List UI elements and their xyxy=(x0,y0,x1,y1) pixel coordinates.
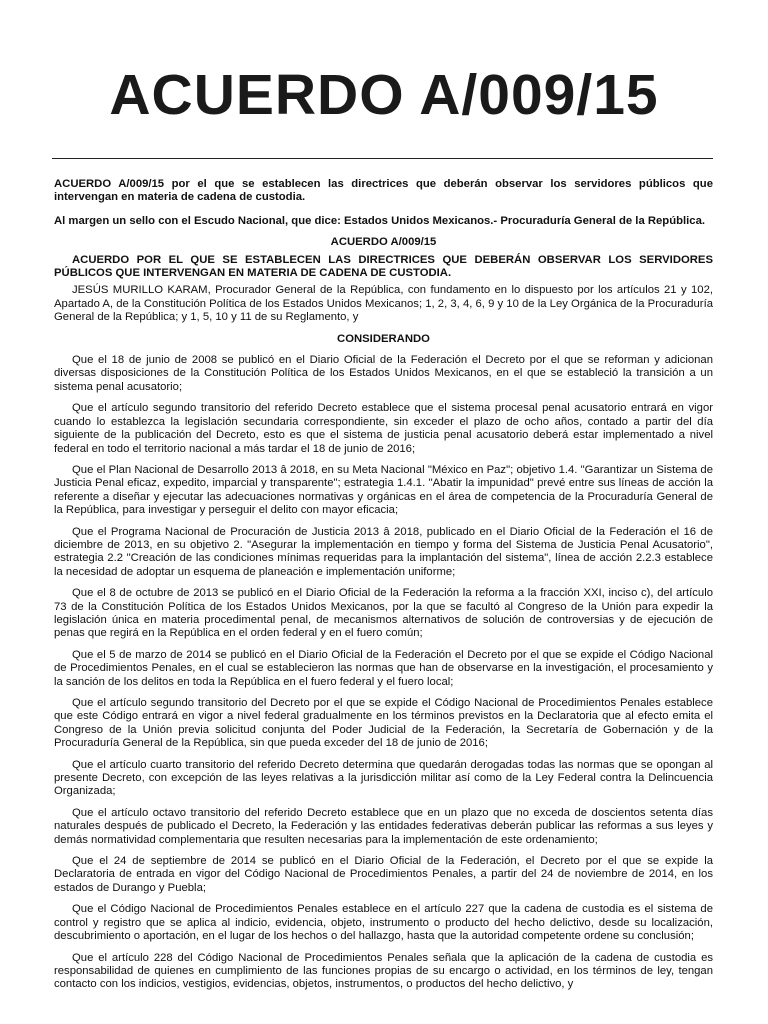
considerando-paragraph: Que el artículo segundo transitorio del referido Decreto establece que el sistema procesal penal acusatorio entrará en vigor cuando lo establezca la legislación secundaria correspondiente, sin exceder el plazo de ocho años, contado a partir del día siguiente de la publicación del Decreto, esto es que el sistema de justicia penal acusatorio deberá estar implementado a nivel federal en todo el territorio nacional a más tardar el 18 de junio de 2016; xyxy=(54,402,713,455)
margin-note: Al margen un sello con el Escudo Nacional, que dice: Estados Unidos Mexicanos.- Procuraduría General de la República. xyxy=(54,214,705,227)
considerando-paragraph: Que el 8 de octubre de 2013 se publicó en el Diario Oficial de la Federación la reforma a la fracción XXI, inciso c), del artículo 73 de la Constitución Política de los Estados Unidos Mexicanos, por la que se facultó al Congreso de la Unión para expedir la legislación única en materia procedimental penal, de mecanismos alternativos de solución de controversias y de ejecución de penas que regirá en la República en el orden federal y en el fuero común; xyxy=(54,587,713,640)
considerando-paragraph: Que el Código Nacional de Procedimientos Penales establece en el artículo 227 que la cadena de custodia es el sistema de control y registro que se aplica al indicio, evidencia, objeto, instrumento o producto del hecho delictivo, desde su localización, descubrimiento o aportación, en el lugar de los hechos o del hallazgo, hasta que la autoridad competente ordene su conclusión; xyxy=(54,903,713,943)
intro-paragraph: JESÚS MURILLO KARAM, Procurador General de la República, con fundamento en lo dispuesto por los artículos 21 y 102, Apartado A, de la Constitución Política de los Estados Unidos Mexicanos; 1, 2, 3, 4, 6, 9 y 10 de la Ley Orgánica de la Procuraduría General de la República; y 1, 5, 10 y 11 de su Reglamento, y xyxy=(54,284,713,324)
agreement-heading: ACUERDO POR EL QUE SE ESTABLECEN LAS DIRECTRICES QUE DEBERÁN OBSERVAR LOS SERVIDORES PÚBLICOS QUE INTERVENGAN EN MATERIA DE CADENA DE CUSTODIA. xyxy=(54,253,713,280)
subtitle: ACUERDO A/009/15 xyxy=(330,236,437,249)
considerando-paragraph: Que el Programa Nacional de Procuración de Justicia 2013 â 2018, publicado en el Diario Oficial de la Federación el 16 de diciembre de 2013, en su objetivo 2. "Asegurar la implementación en tiempo y forma del Sistema de Justicia Penal Acusatorio", estrategia 2.2 "Creación de las condiciones mínimas requeridas para la implantación del sistema", línea de acción 2.2.3 establece la necesidad de adoptar un esquema de planeación e implementación uniforme; xyxy=(54,525,713,578)
document-body xyxy=(54,178,713,1000)
considerando-paragraph: Que el 24 de septiembre de 2014 se publicó en el Diario Oficial de la Federación, el Decreto por el que se expide la Declaratoria de entrada en vigor del Código Nacional de Procedimientos Penales, a partir del 24 de noviembre de 2014, en los estados de Durango y Puebla; xyxy=(54,855,713,894)
considerando-paragraph: Que el artículo segundo transitorio del Decreto por el que se expide el Código Nacional de Procedimientos Penales establece que este Código entrará en vigor a nivel federal gradualmente en los términos previstos en la Declaratoria que al efecto emita el Congreso de la Unión previa solicitud conjunta del Poder Judicial de la Federación, la Secretaría de Gobernación y de la Procuraduría General de la República, sin que pueda exceder del 18 de junio de 2016; xyxy=(54,697,713,750)
considerando-heading: CONSIDERANDO xyxy=(337,332,430,345)
considerando-paragraph: Que el 5 de marzo de 2014 se publicó en el Diario Oficial de la Federación el Decreto por el que se expide el Código Nacional de Procedimientos Penales, en el cual se establecieron las normas que han de observarse en la investigación, el procesamiento y la sanción de los delitos en toda la República en el fuero federal y el fuero local; xyxy=(54,648,713,688)
considerando-paragraph: Que el 18 de junio de 2008 se publicó en el Diario Oficial de la Federación el Decreto por el que se reforman y adicionan diversas disposiciones de la Constitución Política de los Estados Unidos Mexicanos, en el que se estableció la transición a un sistema penal acusatorio; xyxy=(54,354,713,393)
considerando-paragraph: Que el artículo cuarto transitorio del referido Decreto determina que quedarán derogadas todas las normas que se opongan al presente Decreto, con excepción de las leyes relativas a la jurisdicción militar así como de la Ley Federal contra la Delincuencia Organizada; xyxy=(54,758,713,798)
summary-paragraph: ACUERDO A/009/15 por el que se establecen las directrices que deberán observar los servidores públicos que intervengan en materia de cadena de custodia. xyxy=(54,178,713,204)
considerando-paragraph: Que el Plan Nacional de Desarrollo 2013 â 2018, en su Meta Nacional "México en Paz"; objetivo 1.4. "Garantizar un Sistema de Justicia Penal eficaz, expedito, imparcial y transparente"; estrategia 1.4.1. "Abatir la impunidad" prevé entre sus líneas de acción la referente a diseñar y ejecutar las adecuaciones normativas y orgánicas en el área de competencia de la Procuraduría General de la República, para investigar y perseguir el delito con mayor eficacia; xyxy=(54,463,713,517)
considerando-paragraph: Que el artículo octavo transitorio del referido Decreto establece que en un plazo que no exceda de doscientos setenta días naturales después de publicado el Decreto, la Federación y las entidades federativas deberán publicar las reformas a sus leyes y demás normatividad complementaria que resulten necesarias para la implementación de este ordenamiento; xyxy=(54,806,713,846)
document-title: ACUERDO A/009/15 xyxy=(109,63,659,127)
considerando-paragraph: Que el artículo 228 del Código Nacional de Procedimientos Penales señala que la aplicación de la cadena de custodia es responsabilidad de quienes en cumplimiento de las funciones propias de su encargo o actividad, en los términos de ley, tengan contacto con los indicios, vestigios, evidencias, objetos, instrumentos, o productos del hecho delictivo, y xyxy=(54,951,713,991)
title-divider xyxy=(52,158,713,159)
